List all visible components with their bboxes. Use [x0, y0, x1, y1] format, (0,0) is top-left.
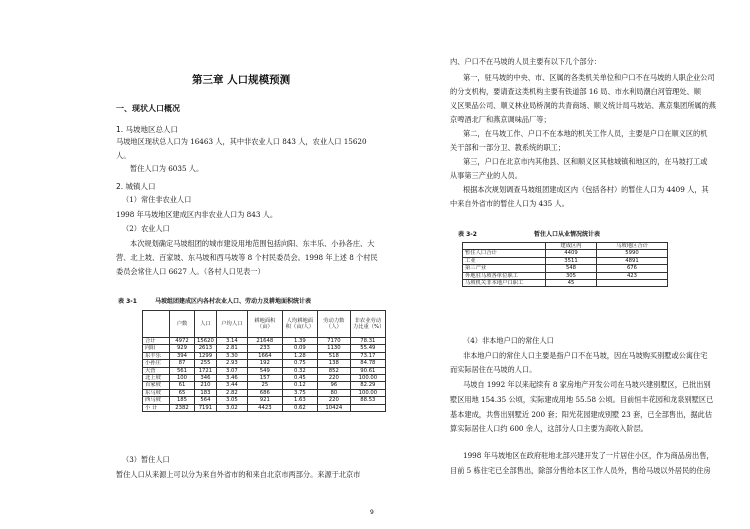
- table-cell: 80: [317, 389, 350, 396]
- table-cell: 7191: [195, 404, 217, 411]
- table-cell: 0.12: [282, 382, 317, 389]
- table-cell: 73.17: [350, 352, 385, 359]
- table-cell: 90.61: [350, 367, 385, 374]
- table-cell: 4423: [247, 404, 282, 411]
- table-cell: 1.63: [282, 397, 317, 404]
- subsection-heading: 2. 城镇人口: [116, 182, 156, 191]
- table-cell: 1664: [247, 352, 282, 359]
- table-cell: 向阳: [143, 345, 170, 352]
- table-cell: 423: [597, 272, 668, 279]
- table-header-cell: 户数: [170, 311, 195, 338]
- table-row: [143, 382, 386, 389]
- table-row: [463, 250, 668, 257]
- table-header-row: [463, 243, 668, 250]
- table-row: [463, 265, 668, 272]
- table-cell: [350, 404, 385, 411]
- table-cell: 185: [170, 397, 195, 404]
- table-cell: 929: [170, 345, 195, 352]
- table-row: [463, 257, 668, 264]
- temporary-population-table: [462, 242, 668, 287]
- table-row: [143, 367, 386, 374]
- paragraph: 暂住人口为 6035 人。: [130, 164, 204, 173]
- table-cell: 1721: [195, 367, 217, 374]
- table-cell: 921: [247, 397, 282, 404]
- table-header-cell: 非农业劳动力比重（%）: [350, 311, 385, 338]
- table-caption-number: 表 3-2: [458, 231, 477, 238]
- village-population-table: [142, 310, 386, 412]
- table-row: [143, 389, 386, 396]
- table-cell: 233: [247, 345, 282, 352]
- table-cell: 561: [170, 367, 195, 374]
- table-header-cell: 马坡地区合计: [597, 243, 668, 250]
- paragraph: 内、户口不在马坡的人员主要有以下几个部分：: [450, 57, 601, 66]
- table-cell: 2.82: [216, 389, 247, 396]
- chapter-title: 第三章 人口规模预测: [192, 74, 291, 86]
- table-row: [143, 375, 386, 382]
- table-cell: 马坡机关非本地户口职工: [463, 280, 546, 287]
- table-cell: 21648: [247, 338, 282, 345]
- table-cell: 210: [195, 382, 217, 389]
- table-cell: 45: [546, 280, 597, 287]
- paragraph: 第二，在马坡工作、户口不在本地的机关工作人员，主要是户口在顺义区的机: [463, 129, 708, 138]
- table-header-cell: 建成区内: [546, 243, 597, 250]
- table-cell: 305: [546, 272, 597, 279]
- table-cell: 3.05: [216, 397, 247, 404]
- paragraph: 1998 年马坡地区建成区内非农业人口为 843 人。: [116, 210, 278, 219]
- table-cell: 北上坡: [143, 375, 170, 382]
- paragraph: 关干部和一部分卫、教系统的职工；: [450, 143, 566, 152]
- table-row: [463, 280, 668, 287]
- section-heading: 一、现状人口概况: [116, 104, 180, 113]
- table-cell: 2.93: [216, 360, 247, 367]
- table-header-cell: 户均人口: [216, 311, 247, 338]
- table-cell: 暂住人口合计: [463, 250, 546, 257]
- table-cell: 87: [170, 360, 195, 367]
- table-cell: 0.62: [282, 404, 317, 411]
- table-header-cell: 耕地面积（亩）: [247, 311, 282, 338]
- table-cell: 3.46: [216, 375, 247, 382]
- table-cell: 西马坡: [143, 397, 170, 404]
- paragraph: 第三，户口在北京市内其他县、区和顺义区其他城镇和地区的，在马坡打工或: [463, 157, 708, 166]
- table-cell: 1299: [195, 352, 217, 359]
- table-cell: 220: [317, 375, 350, 382]
- table-cell: 4972: [170, 338, 195, 345]
- paragraph: 根据本次规划调查马坡组团建成区内（包括各村）的暂住人口为 4409 人，其: [463, 185, 709, 194]
- paragraph: 而实际居住在马坡的人口。: [450, 365, 537, 374]
- table-cell: 合计: [143, 338, 170, 345]
- table-caption-number: 表 3-1: [118, 298, 137, 305]
- table-cell: 0.09: [282, 345, 317, 352]
- table-cell: 564: [195, 397, 217, 404]
- table-cell: 工业: [463, 257, 546, 264]
- paragraph: 京啤酒北厂和燕京调味品厂等；: [450, 115, 551, 124]
- table-cell: 2.81: [216, 345, 247, 352]
- table-cell: 346: [195, 375, 217, 382]
- page-number: 9: [370, 509, 374, 516]
- paragraph: 1998 年马坡地区在政府驻地北部兴建开发了一片居住小区，作为商品房出售，: [463, 451, 714, 460]
- table-cell: 61: [170, 382, 195, 389]
- table-header-cell: [463, 243, 546, 250]
- subsection-heading: 1. 马坡地区总人口: [116, 125, 179, 134]
- table-cell: 2382: [170, 404, 195, 411]
- table-cell: 1130: [317, 345, 350, 352]
- table-cell: 82.29: [350, 382, 385, 389]
- list-item: （3）暂住人口: [122, 455, 170, 464]
- paragraph: 本次规划确定马坡组团的城市建设用地范围包括向阳、东丰乐、小孙各庄、大: [130, 239, 375, 248]
- table-cell: 东马坡: [143, 389, 170, 396]
- table-cell: 3.75: [282, 389, 317, 396]
- paragraph: 马坡自 1992 年以来起续有 8 家房地产开发公司在马坡兴建别墅区，已批出别: [463, 380, 711, 389]
- paragraph: 算实际居住人口约 600 余人，这部分人口主要为高收入阶层。: [450, 424, 648, 433]
- table-cell: 5990: [597, 250, 668, 257]
- table-cell: 78.31: [350, 338, 385, 345]
- table-cell: 65: [170, 389, 195, 396]
- paragraph: 第一，驻马坡的中央、市、区属的各类机关单位和户口不在马坡的人职企业公司: [463, 73, 715, 82]
- table-cell: 84.78: [350, 360, 385, 367]
- table-row: [143, 360, 386, 367]
- list-item: （2）农业人口: [122, 224, 170, 233]
- table-row: [143, 397, 386, 404]
- table-cell: 3.44: [216, 382, 247, 389]
- paragraph: 营、北上坡、百家坡、东马坡和西马坡等 8 个村民委员会。1998 年上述 8 个村民: [116, 253, 378, 262]
- table-cell: 96: [317, 382, 350, 389]
- paragraph: 基本建成，共售出别墅近 200 套；阳光花园建成别墅 23 套，已全部售出，据此估: [450, 410, 713, 419]
- table-cell: 548: [546, 265, 597, 272]
- table-cell: 518: [317, 352, 350, 359]
- table-header-cell: 人口: [195, 311, 217, 338]
- list-item: （1）常住非农业人口: [122, 195, 192, 204]
- table-cell: 3511: [546, 257, 597, 264]
- table-cell: 220: [317, 397, 350, 404]
- table-cell: 1.28: [282, 352, 317, 359]
- table-cell: 百家坡: [143, 382, 170, 389]
- table-cell: 88.53: [350, 397, 385, 404]
- paragraph: 目前 5 栋住宅已全部售出，除部分售给本区工作人员外，售给马坡以外居民的住房: [450, 466, 711, 475]
- table-cell: 小 计: [143, 404, 170, 411]
- paragraph: 墅区用地 154.35 公顷，实际建成用地 55.58 公顷。目前恒丰花园和龙泉别墅区已: [450, 395, 714, 404]
- table-cell: 3.14: [216, 338, 247, 345]
- table-cell: 100.00: [350, 389, 385, 396]
- table-cell: 1.39: [282, 338, 317, 345]
- list-item: （4）非本地户口的常住人口: [463, 336, 554, 345]
- table-row: [143, 345, 386, 352]
- table-cell: 3.30: [216, 352, 247, 359]
- table-cell: 东丰乐: [143, 352, 170, 359]
- table-header-cell: 劳动力数（人）: [317, 311, 350, 338]
- table-cell: 外地驻马坡各单位职工: [463, 272, 546, 279]
- table-cell: 549: [247, 367, 282, 374]
- table-cell: 2613: [195, 345, 217, 352]
- table-cell: 100: [170, 375, 195, 382]
- table-cell: [597, 280, 668, 287]
- table-cell: 157: [247, 375, 282, 382]
- table-cell: 686: [247, 389, 282, 396]
- table-cell: 小孙庄: [143, 360, 170, 367]
- paragraph: 委员会常住人口 6627 人。（各村人口见表一）: [116, 267, 265, 276]
- table-cell: 7170: [317, 338, 350, 345]
- table-cell: 0.45: [282, 375, 317, 382]
- table-header-cell: 人均耕地面积（亩/人）: [282, 311, 317, 338]
- paragraph: 非本地户口的常住人口主要是指户口不在马坡，因在马坡购买别墅或公寓住宅: [463, 351, 708, 360]
- table-cell: 255: [195, 360, 217, 367]
- table-header-row: [143, 311, 386, 338]
- paragraph: 暂住人口从来源上可以分为来自外省市的和来自北京市两部分。来源于北京市: [116, 470, 361, 479]
- table-cell: 第三产业: [463, 265, 546, 272]
- table-cell: 4891: [597, 257, 668, 264]
- table-cell: 676: [597, 265, 668, 272]
- table-caption: 马坡组团建成区内各村农业人口、劳动力及耕地面积统计表: [155, 298, 312, 305]
- table-cell: 138: [317, 360, 350, 367]
- table-row: [143, 352, 386, 359]
- table-cell: 0.75: [282, 360, 317, 367]
- table-row: [143, 404, 386, 411]
- paragraph: 中来自外省市的暂住人口为 435 人。: [450, 199, 569, 208]
- table-cell: 大营: [143, 367, 170, 374]
- table-cell: 394: [170, 352, 195, 359]
- table-cell: 25: [247, 382, 282, 389]
- table-cell: 183: [195, 389, 217, 396]
- paragraph: 马坡地区现状总人口为 16463 人，其中非农业人口 843 人，农业人口 15620: [116, 137, 367, 146]
- table-cell: 10424: [317, 404, 350, 411]
- table-cell: 15620: [195, 338, 217, 345]
- table-cell: 192: [247, 360, 282, 367]
- table-cell: 4409: [546, 250, 597, 257]
- table-row: [463, 272, 668, 279]
- paragraph: 义区果品公司、顺义林业局桥洞的共青商场、顺义统计局马坡站、燕京集团所属的燕: [450, 101, 716, 110]
- paragraph: 从事第三产业的人员。: [450, 171, 522, 180]
- table-cell: 3.02: [216, 404, 247, 411]
- paragraph: 的分支机构，要请查这类机构主要有铁道部 16 局、市水利局潮白河管理处、顺: [450, 87, 701, 96]
- table-header-cell: [143, 311, 170, 338]
- table-row: [143, 338, 386, 345]
- table-cell: 3.07: [216, 367, 247, 374]
- table-cell: 0.32: [282, 367, 317, 374]
- table-caption: 暂住人口从业情况统计表: [534, 231, 601, 238]
- table-cell: 100.00: [350, 375, 385, 382]
- table-cell: 55.49: [350, 345, 385, 352]
- paragraph: 人。: [116, 151, 131, 160]
- table-cell: 852: [317, 367, 350, 374]
